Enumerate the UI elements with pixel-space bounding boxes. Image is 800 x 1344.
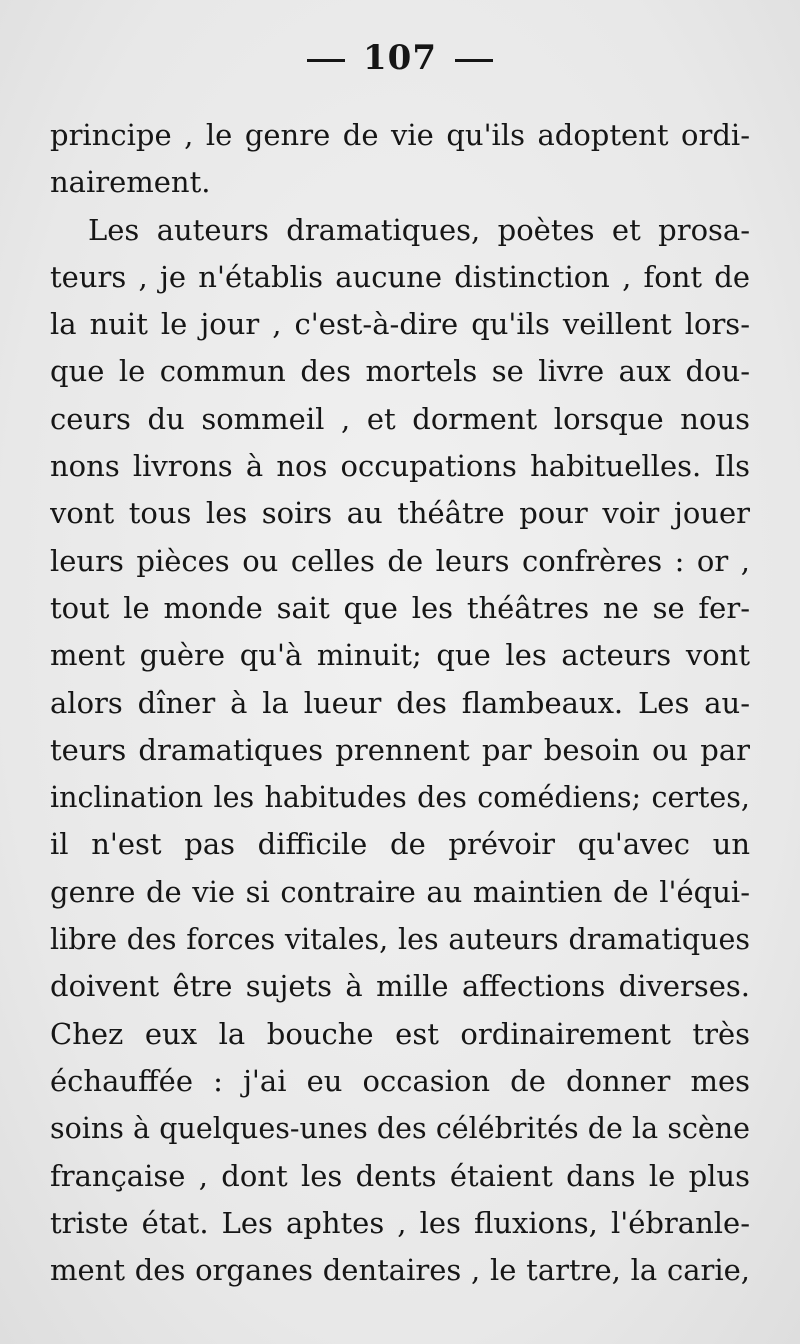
header-dash-right [455,59,493,62]
text-line: ment guère qu'à minuit; que les acteurs vont [50,638,750,673]
text-line: il n'est pas difficile de prévoir qu'avec un [50,827,750,862]
text-line: principe , le genre de vie qu'ils adoptent ordi- [50,118,750,152]
text-line: triste état. Les aphtes , les fluxions, l'ébranle- [50,1205,750,1240]
text-line: Les auteurs dramatiques, poètes et prosa- [88,212,750,247]
text-line: ceurs du sommeil , et dorment lorsque nous [50,401,750,436]
text-line: ment des organes dentaires , le tartre, la carie, [50,1253,750,1288]
text-line: la nuit le jour , c'est-à-dire qu'ils veillent lors- [50,307,750,342]
text-line: soins à quelques-unes des célébrités de la scène [50,1112,750,1146]
text-line: teurs dramatiques prennent par besoin ou par [50,732,750,767]
text-line: nairement. [50,165,211,200]
text-line: que le commun des mortels se livre aux dou- [50,354,750,389]
text-line: doivent être sujets à mille affections diverses. [50,969,750,1004]
text-line: échauffée : j'ai eu occasion de donner mes [50,1063,750,1098]
text-line: genre de vie si contraire au maintien de l'équi- [50,874,750,909]
text-line: alors dîner à la lueur des flambeaux. Les au- [50,685,750,720]
text-line: Chez eux la bouche est ordinairement très [50,1016,750,1051]
body-text [50,112,750,1294]
text-line: vont tous les soirs au théâtre pour voir jouer [50,496,750,531]
text-line: inclination les habitudes des comédiens; certes, [50,781,750,815]
page-number: 107 [363,38,437,78]
text-line: libre des forces vitales, les auteurs dramatiques [50,923,750,957]
text-line: tout le monde sait que les théâtres ne se fer- [50,590,750,625]
text-line: nons livrons à nos occupations habituelles. Ils [50,449,750,484]
text-line: française , dont les dents étaient dans le plus [50,1158,750,1193]
text-line: leurs pièces ou celles de leurs confrères : or , [50,543,750,578]
text-line: teurs , je n'établis aucune distinction , font de [50,259,750,294]
header-dash-left [307,59,345,62]
page-header [0,38,800,78]
